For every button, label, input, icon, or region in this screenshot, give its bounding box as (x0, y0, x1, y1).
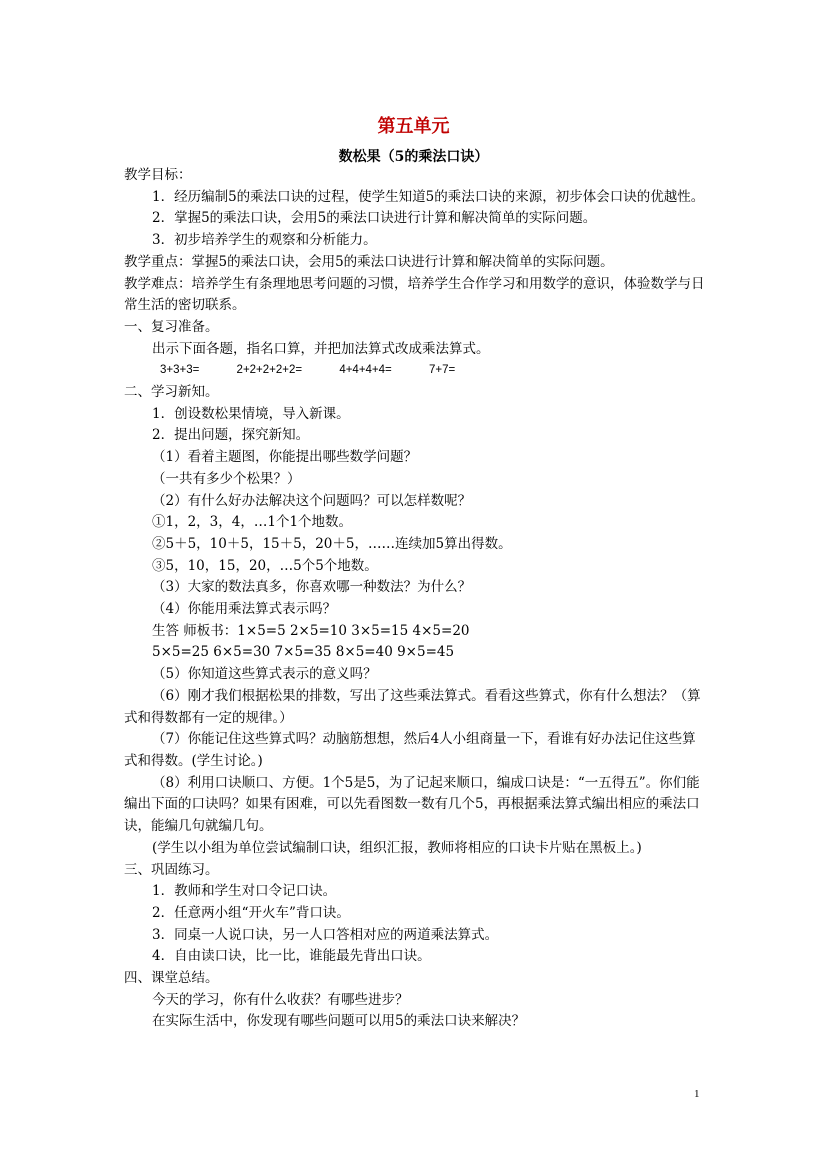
review-instruction: 出示下面各题，指名口算，并把加法算式改成乘法算式。 (152, 340, 490, 357)
question-8: （8）利用口诀顺口、方便。1个5是5，为了记起来顺口，编成口诀是：“一五得五”。你们能编出下面的口诀吗？如果有困难，可以先看图数一数有几个5，再根据乘法算式编出相应的乘法口诀，能编几句就编几句。 (124, 774, 700, 835)
section-summary: 四、课堂总结。 (124, 970, 219, 987)
board-writing-2: 5×5=25 6×5=30 7×5=35 8×5=40 9×5=45 (152, 644, 455, 661)
review-expressions (124, 360, 706, 382)
question-3: （3）大家的数法真多，你喜欢哪一种数法？为什么？ (152, 579, 472, 596)
expression: 2+2+2+2+2= (236, 364, 303, 377)
board-writing-1: 生答 师板书：1×5=5 2×5=10 3×5=15 4×5=20 (152, 622, 470, 639)
teaching-difficulty: 教学难点：培养学生有条理地思考问题的习惯，培养学生合作学习和用数学的意识，体验数学与日常生活的密切联系。 (124, 275, 705, 314)
summary-2: 在实际生活中，你发现有哪些问题可以用5的乘法口诀来解决？ (152, 1013, 526, 1030)
question-5: （5）你知道这些算式表示的意义吗？ (152, 666, 377, 683)
goal-1: 1．经历编制5的乘法口诀的过程，使学生知道5的乘法口诀的来源，初步体会口诀的优越性。 (152, 188, 705, 205)
section-practice: 三、巩固练习。 (124, 861, 219, 878)
section-new-knowledge: 二、学习新知。 (124, 384, 219, 401)
expression: 7+7= (428, 364, 456, 377)
lesson-title: 数松果（5的乘法口诀） (338, 149, 489, 165)
section-review: 一、复习准备。 (124, 318, 219, 335)
practice-4: 4．自由读口诀，比一比，谁能最先背出口诀。 (152, 948, 431, 965)
unit-title: 第五单元 (377, 116, 450, 137)
question-2: （2）有什么好办法解决这个问题吗？可以怎样数呢？ (152, 492, 472, 509)
goals-heading: 教学目标： (124, 167, 192, 183)
step-2: 2．提出问题，探究新知。 (152, 427, 310, 444)
question-4: （4）你能用乘法算式表示吗？ (152, 601, 337, 618)
practice-1: 1．教师和学生对口令记口诀。 (152, 883, 337, 900)
method-1: ①1，2，3，4，…1个1个地数。 (152, 514, 353, 531)
lesson-body (124, 165, 706, 1033)
step-1: 1．创设数松果情境，导入新课。 (152, 405, 350, 422)
method-2: ②5＋5，10＋5，15＋5，20＋5，……连续加5算出得数。 (152, 535, 512, 552)
question-7: （7）你能记住这些算式吗？动脑筋想想，然后4人小组商量一下，看谁有好办法记住这些算式和得数。(学生讨论。) (124, 731, 696, 769)
goal-2: 2．掌握5的乘法口诀，会用5的乘法口诀进行计算和解决简单的实际问题。 (152, 210, 597, 227)
question-1-answer: （一共有多少个松果？） (152, 470, 301, 487)
teacher-note: (学生以小组为单位尝试编制口诀，组织汇报，教师将相应的口诀卡片贴在黑板上。) (152, 839, 642, 856)
question-6: （6）刚才我们根据松果的排数，写出了这些乘法算式。看看这些算式，你有什么想法？（算式和得数都有一定的规律。） (124, 687, 701, 726)
expression: 4+4+4+4= (339, 364, 392, 377)
practice-2: 2．任意两小组“开火车”背口诀。 (152, 904, 350, 921)
expression: 3+3+3= (160, 364, 200, 377)
method-3: ③5，10，15，20，…5个5个地数。 (152, 557, 378, 574)
teaching-focus: 教学重点：掌握5的乘法口诀，会用5的乘法口诀进行计算和解决简单的实际问题。 (124, 253, 614, 270)
summary-1: 今天的学习，你有什么收获？有哪些进步？ (152, 991, 409, 1008)
page-number: 1 (694, 1088, 700, 1100)
goal-3: 3．初步培养学生的观察和分析能力。 (152, 232, 377, 249)
question-1: （1）看着主题图，你能提出哪些数学问题？ (152, 449, 418, 466)
practice-3: 3．同桌一人说口诀，另一人口答相对应的两道乘法算式。 (152, 926, 499, 943)
